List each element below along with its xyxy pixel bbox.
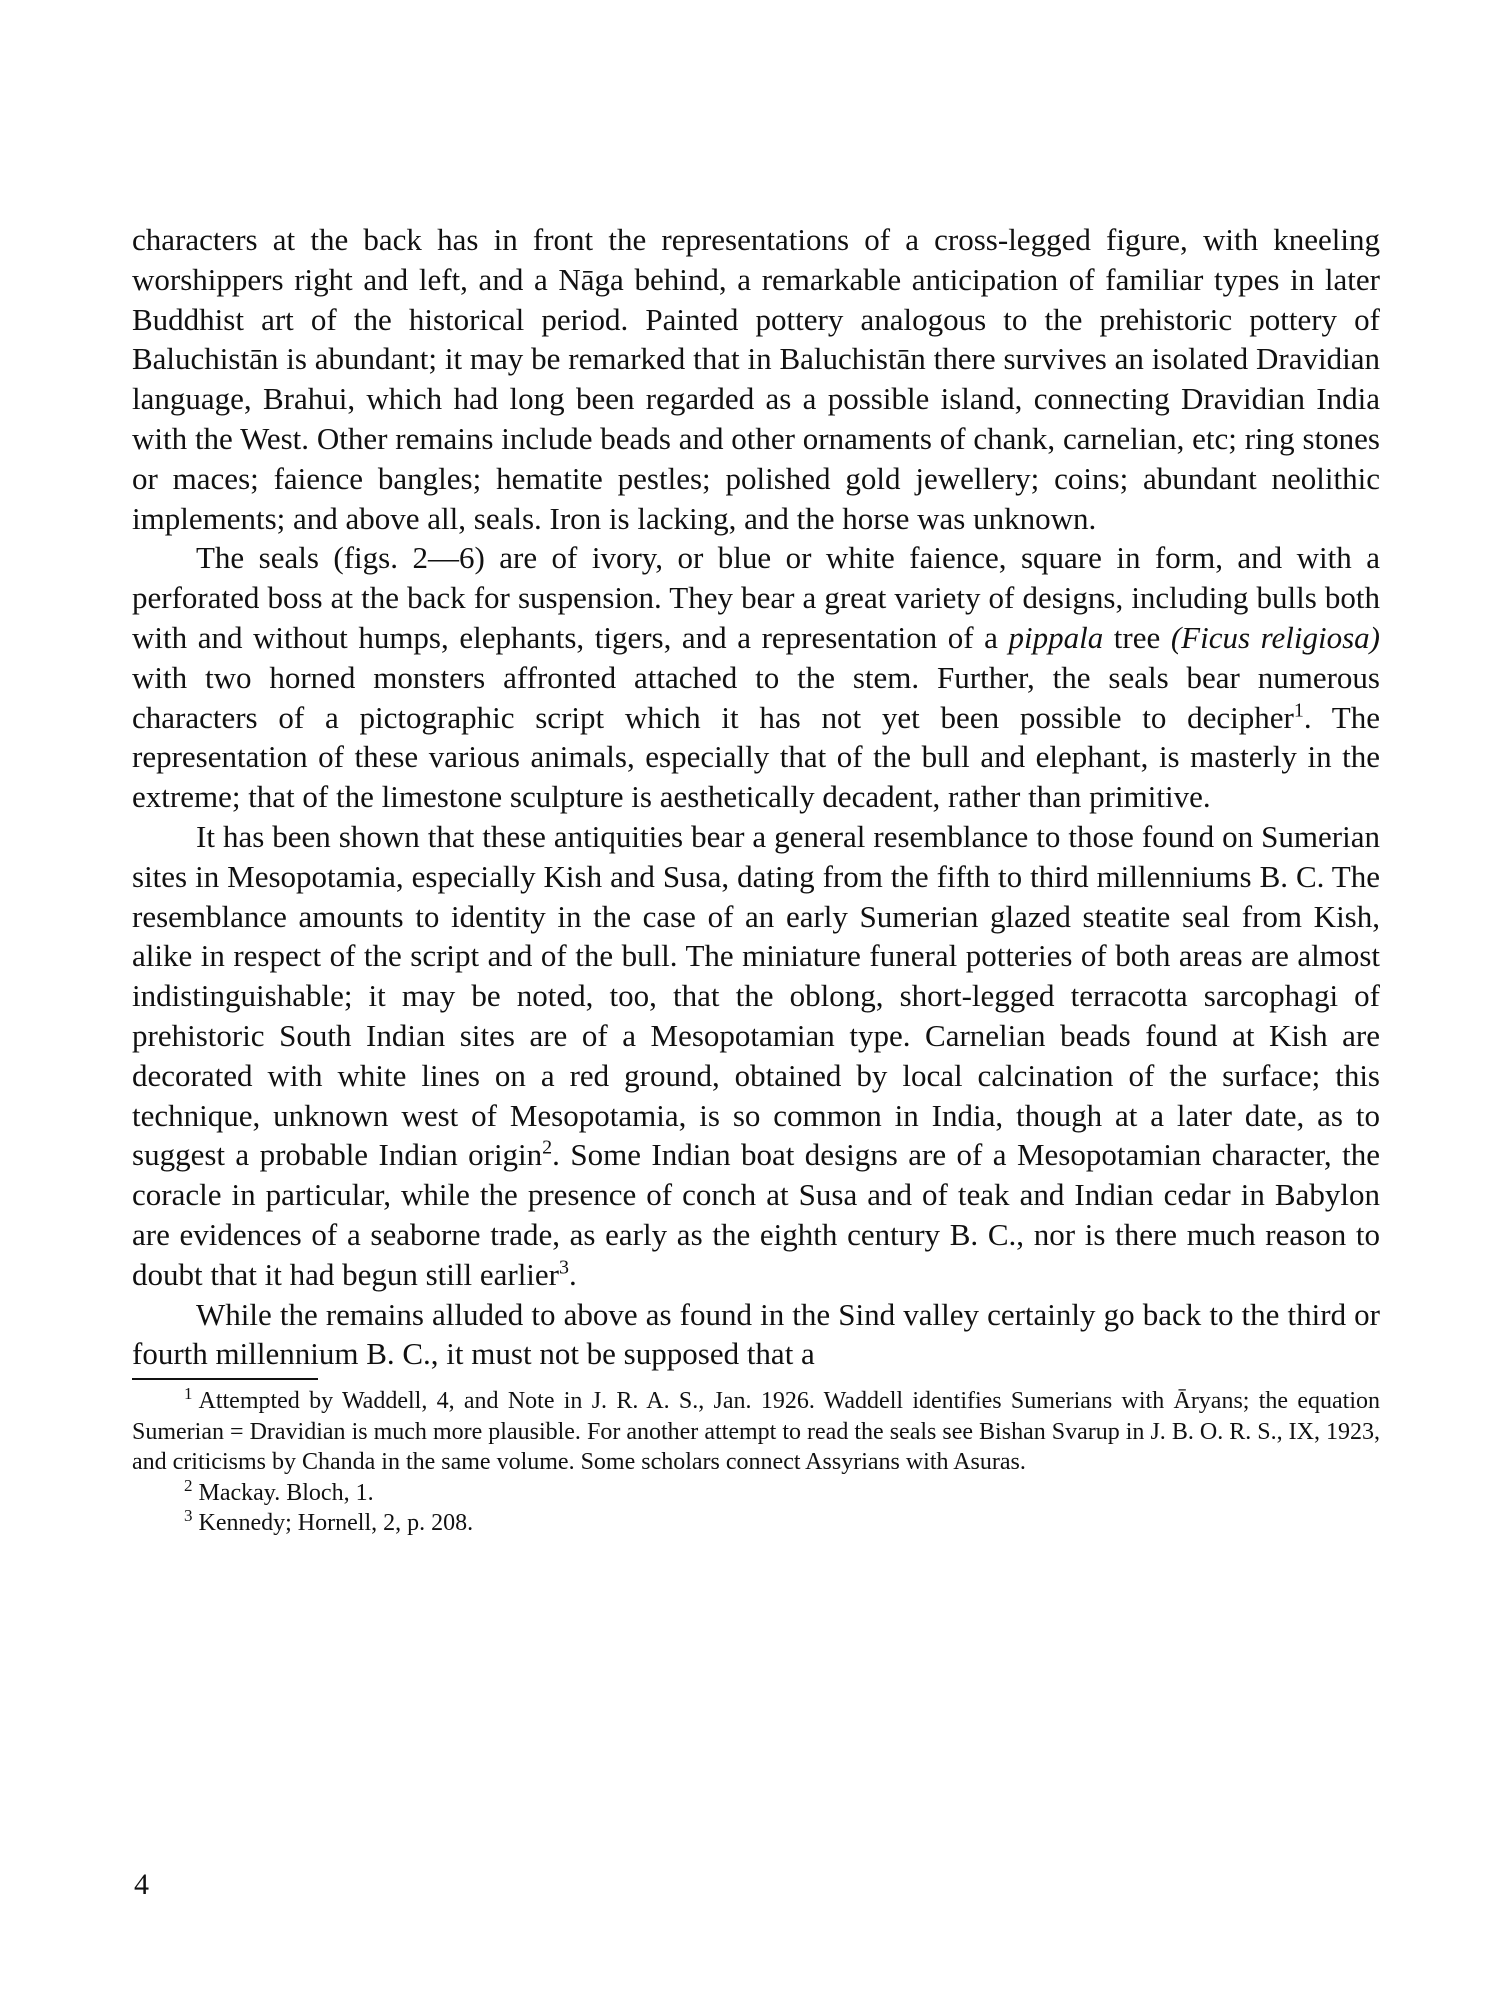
paragraph-2-text-a: The seals (figs. 2—6) are of ivory, or blue or white faience, square in form, and with a perforated boss at the back for suspension. They bear a great variety of designs, including bulls both with and without humps, elephants, tigers, and a representation of a [132, 540, 1380, 655]
footnote-1 [132, 1386, 1380, 1478]
paragraph-1: characters at the back has in front the representations of a cross-legged figure, with kneeling worshippers right and left, and a Nāga behind, a remarkable anticipation of familiar types in later Buddhist art of the historical period. Painted pottery analogous to the prehistoric pottery of Baluchistān is abundant; it may be remarked that in Baluchistān there survives an isolated Dravidian language, Brahui, which had long been regarded as a possible island, connecting Dravidian India with the West. Other remains include beads and other ornaments of chank, carnelian, etc; ring stones or maces; faience bangles; hematite pestles; polished gold jewellery; coins; abundant neolithic implements; and above all, seals. Iron is lacking, and the horse was unknown. [132, 222, 1380, 536]
paragraph-4: While the remains alluded to above as found in the Sind valley certainly go back to the third or fourth millennium B. C., it must not be supposed that a [132, 1296, 1380, 1372]
paragraph-2-text-d: . The representation of these various animals, especially that of the bull and elephant, is masterly in the extreme; that of the limestone sculpture is aesthetically decadent, rather than primitive. [132, 699, 1381, 815]
footnote-ref-1[interactable]: 1 [1293, 699, 1304, 722]
footnote-ref-3[interactable]: 3 [559, 1256, 570, 1279]
footnote-2 [132, 1475, 1380, 1509]
footnote-3 [132, 1508, 1380, 1539]
italic-term-ficus-religiosa: (Ficus religiosa) [1170, 619, 1380, 655]
paragraph-3-text-c: . [569, 1256, 577, 1292]
footnote-3-mark: 3 [184, 1506, 193, 1526]
footnote-2-text: Mackay. Bloch, 1. [198, 1479, 374, 1506]
footnote-ref-2[interactable]: 2 [542, 1137, 553, 1159]
page-body [132, 220, 1380, 1539]
page-number: 4 [134, 1868, 149, 1901]
paragraph-3-text-b: . Some Indian boat designs are of a Mesopotamian character, the coracle in particular, while the presence of conch at Susa and of teak and Indian cedar in Babylon are evidences of a seaborne trade, as early as the eighth century B. C., nor is there much reason to doubt that it had begun still earlier [132, 1137, 1380, 1292]
paragraph-2-text-c: with two horned monsters affronted attached to the stem. Further, the seals bear numerous characters of a pictographic script which it has not yet been possible to decipher [132, 659, 1380, 735]
footnote-divider [132, 1378, 318, 1380]
footnote-1-text: Attempted by Waddell, 4, and Note in J. R. A. S., Jan. 1926. Waddell identifies Sumerians with Āryans; the equation Sumerian = Dravidian is much more plausible. For another attempt to read the seals see Bishan Svarup in J. B. O. R. S., IX, 1923, and criticisms by Chanda in the same volume. Some scholars connect Assyrians with Asuras. [132, 1388, 1380, 1476]
footnote-3-text: Kennedy; Hornell, 2, p. 208. [198, 1510, 474, 1537]
italic-term-pippala: pippala [1008, 619, 1104, 655]
footnote-1-mark: 1 [184, 1384, 193, 1404]
footnote-2-mark: 2 [184, 1475, 193, 1495]
paragraph-3 [132, 817, 1380, 1295]
paragraph-2-text-b: tree [1103, 619, 1171, 655]
paragraph-3-text-a: It has been shown that these antiquities bear a general resemblance to those found on Sumerian sites in Mesopotamia, especially Kish and Susa, dating from the fifth to third millenniums B. C. The resemblance amounts to identity in the case of an early Sumerian glazed steatite seal from Kish, alike in respect of the script and of the bull. The miniature funeral potteries of both areas are almost indistinguishable; it may be noted, too, that the oblong, short-legged terracotta sarcophagi of prehistoric South Indian sites are of a Mesopotamian type. Carnelian beads found at Kish are decorated with white lines on a red ground, obtained by local calcination of the surface; this technique, unknown west of Mesopotamia, is so common in India, though at a later date, as to suggest a probable Indian origin [132, 818, 1380, 1173]
footnotes [132, 1386, 1380, 1539]
paragraph-2 [132, 538, 1380, 817]
